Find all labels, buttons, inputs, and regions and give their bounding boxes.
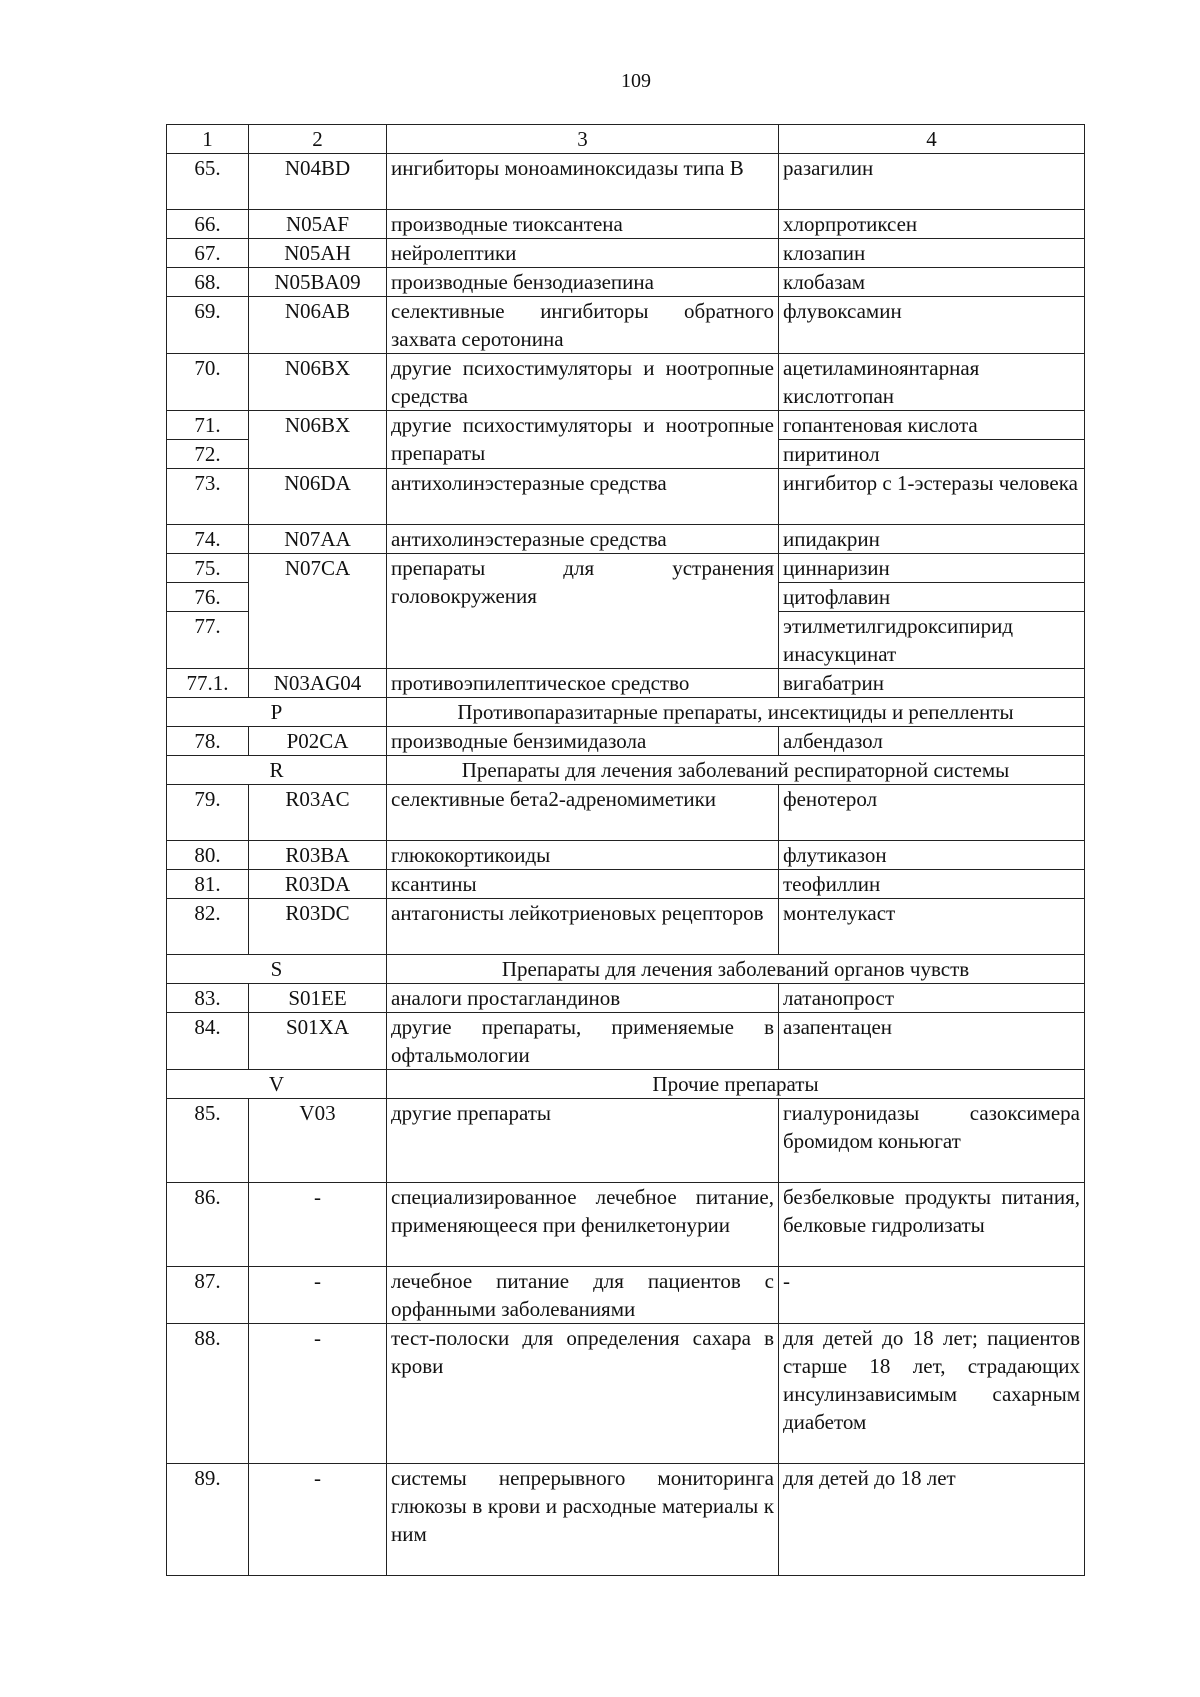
header-col-2: 2 [249,125,387,154]
group-description: системы непрерывного мониторинга глюкозы в крови и расходные материалы к ним [387,1464,779,1576]
row-number: 76. [167,583,249,612]
row-number: 89. [167,1464,249,1576]
table-row [167,1183,1085,1267]
drug-name: ипидакрин [779,525,1085,554]
group-description: аналоги простагландинов [387,984,779,1013]
drug-name: разагилин [779,154,1085,210]
drug-name: для детей до 18 лет; пациентов старше 18 лет, страдающих инсулинзависимым сахарным диабетом [779,1324,1085,1464]
row-number: 70. [167,354,249,411]
atc-code: S01EE [249,984,387,1013]
group-description: тест-полоски для определения сахара в крови [387,1324,779,1464]
table-row [167,239,1085,268]
drug-name: ацетиламиноянтарная кислотгопан [779,354,1085,411]
drug-name: - [779,1267,1085,1324]
group-description: другие психостимуляторы и ноотропные препараты [387,411,779,469]
atc-code: N05AH [249,239,387,268]
group-description: препараты для устранения головокружения [387,554,779,669]
drug-name: безбелковые продукты питания, белковые гидролизаты [779,1183,1085,1267]
row-number: 66. [167,210,249,239]
group-description: селективные бета2-адреномиметики [387,785,779,841]
group-title: Противопаразитарные препараты, инсектициды и репелленты [387,698,1085,727]
drug-name: пиритинол [779,440,1085,469]
table-row [167,469,1085,525]
drug-name: для детей до 18 лет [779,1464,1085,1576]
table-row [167,841,1085,870]
drug-name: флутиказон [779,841,1085,870]
group-description: ксантины [387,870,779,899]
row-number: 75. [167,554,249,583]
table-row [167,268,1085,297]
group-title: Препараты для лечения заболеваний органов чувств [387,955,1085,984]
atc-code: N06AB [249,297,387,354]
table-row [167,785,1085,841]
table-row [167,554,1085,583]
row-number: 68. [167,268,249,297]
group-title: Препараты для лечения заболеваний респираторной системы [387,756,1085,785]
row-number: 80. [167,841,249,870]
row-number: 87. [167,1267,249,1324]
row-number: 78. [167,727,249,756]
row-number: 65. [167,154,249,210]
group-description: ингибиторы моноаминоксидазы типа B [387,154,779,210]
group-description: антихолинэстеразные средства [387,525,779,554]
group-description: специализированное лечебное питание, применяющееся при фенилкетонурии [387,1183,779,1267]
drug-name: клобазам [779,268,1085,297]
row-number: 73. [167,469,249,525]
atc-code: R03AC [249,785,387,841]
group-header-row [167,698,1085,727]
group-description: лечебное питание для пациентов с орфанными заболеваниями [387,1267,779,1324]
table-header-row [167,125,1085,154]
group-description: нейролептики [387,239,779,268]
group-description: другие препараты, применяемые в офтальмологии [387,1013,779,1070]
table-row [167,1464,1085,1576]
group-letter: V [167,1070,387,1099]
drug-table [166,124,1085,1576]
table-row [167,411,1085,440]
drug-name: клозапин [779,239,1085,268]
group-title: Прочие препараты [387,1070,1085,1099]
group-letter: S [167,955,387,984]
table-row [167,669,1085,698]
page-number: 109 [621,70,651,92]
table-row [167,1324,1085,1464]
atc-code: N06DA [249,469,387,525]
header-col-3: 3 [387,125,779,154]
group-description: глюкокортикоиды [387,841,779,870]
row-number: 77. [167,612,249,669]
row-number: 88. [167,1324,249,1464]
row-number: 81. [167,870,249,899]
group-description: производные бензимидазола [387,727,779,756]
drug-name: циннаризин [779,554,1085,583]
drug-name: фенотерол [779,785,1085,841]
group-description: производные бензодиазепина [387,268,779,297]
atc-code: R03BA [249,841,387,870]
drug-name: цитофлавин [779,583,1085,612]
drug-name: вигабатрин [779,669,1085,698]
drug-name: флувоксамин [779,297,1085,354]
drug-name: теофиллин [779,870,1085,899]
drug-name: этилметилгидроксипирид инасукцинат [779,612,1085,669]
atc-code: N07CA [249,554,387,669]
atc-code: - [249,1267,387,1324]
group-description: другие препараты [387,1099,779,1183]
atc-code: - [249,1183,387,1267]
group-description: антагонисты лейкотриеновых рецепторов [387,899,779,955]
table-row [167,297,1085,354]
row-number: 86. [167,1183,249,1267]
drug-name: гиалуронидазы сазоксимера бромидом коньюгат [779,1099,1085,1183]
drug-name: гопантеновая кислота [779,411,1085,440]
row-number: 71. [167,411,249,440]
group-letter: P [167,698,387,727]
row-number: 84. [167,1013,249,1070]
atc-code: - [249,1324,387,1464]
group-letter: R [167,756,387,785]
table-row [167,1013,1085,1070]
atc-code: N03AG04 [249,669,387,698]
header-col-1: 1 [167,125,249,154]
table-row [167,1267,1085,1324]
row-number: 82. [167,899,249,955]
table-row [167,984,1085,1013]
drug-name: албендазол [779,727,1085,756]
row-number: 83. [167,984,249,1013]
atc-code: N06BX [249,411,387,469]
row-number: 85. [167,1099,249,1183]
drug-name: латанопрост [779,984,1085,1013]
atc-code: S01XA [249,1013,387,1070]
row-number: 79. [167,785,249,841]
atc-code: R03DA [249,870,387,899]
table-row [167,727,1085,756]
group-header-row [167,756,1085,785]
drug-name: монтелукаст [779,899,1085,955]
group-header-row [167,1070,1085,1099]
atc-code: N05BA09 [249,268,387,297]
row-number: 77.1. [167,669,249,698]
row-number: 72. [167,440,249,469]
drug-name: хлорпротиксен [779,210,1085,239]
row-number: 67. [167,239,249,268]
header-col-4: 4 [779,125,1085,154]
group-description: производные тиоксантена [387,210,779,239]
atc-code: N07AA [249,525,387,554]
table-row [167,870,1085,899]
drug-name: ингибитор с 1-эстеразы человека [779,469,1085,525]
group-description: селективные ингибиторы обратного захвата серотонина [387,297,779,354]
group-description: противоэпилептическое средство [387,669,779,698]
table-row [167,210,1085,239]
atc-code: N04BD [249,154,387,210]
row-number: 74. [167,525,249,554]
row-number: 69. [167,297,249,354]
group-header-row [167,955,1085,984]
atc-code: R03DC [249,899,387,955]
atc-code: P02CA [249,727,387,756]
table-row [167,354,1085,411]
table-row [167,899,1085,955]
table-row [167,525,1085,554]
atc-code: N06BX [249,354,387,411]
table-row [167,1099,1085,1183]
drug-name: азапентацен [779,1013,1085,1070]
atc-code: N05AF [249,210,387,239]
group-description: антихолинэстеразные средства [387,469,779,525]
group-description: другие психостимуляторы и ноотропные средства [387,354,779,411]
atc-code: V03 [249,1099,387,1183]
table-row [167,154,1085,210]
atc-code: - [249,1464,387,1576]
